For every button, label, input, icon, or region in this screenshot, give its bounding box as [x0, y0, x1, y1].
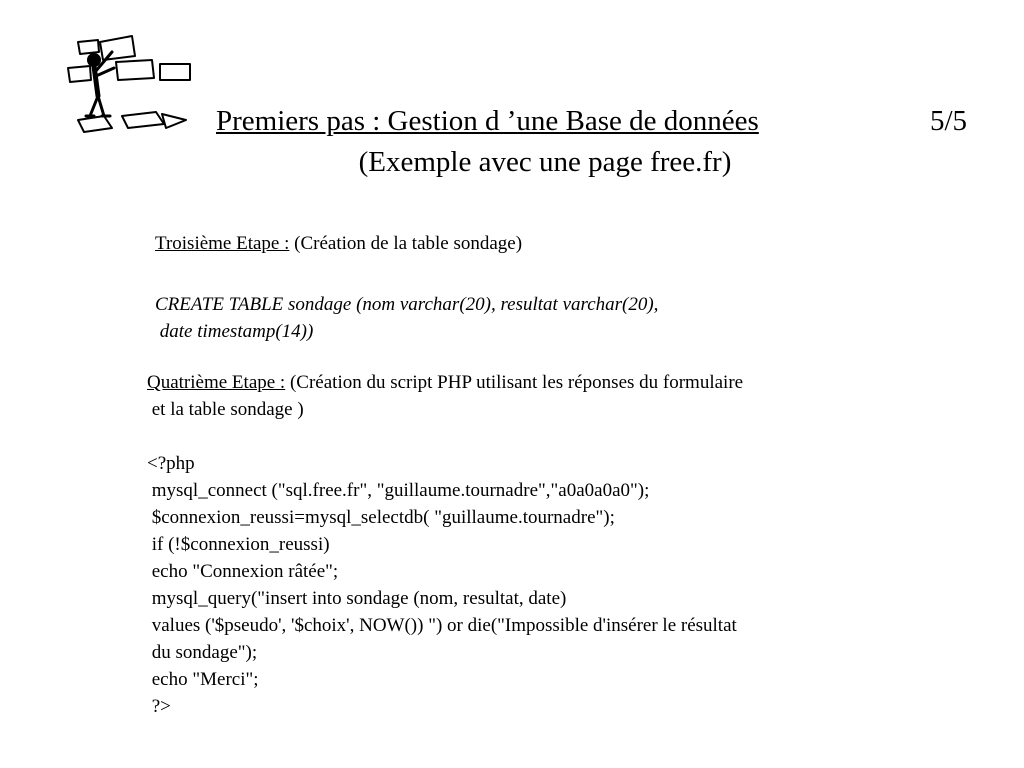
step3-label: Troisième Etape : [155, 233, 290, 254]
code-line: mysql_query("insert into sondage (nom, resultat, date) [147, 588, 567, 609]
code-line: values ('$pseudo', '$choix', NOW()) ") or die("Impossible d'insérer le résultat [147, 615, 737, 636]
step4-label: Quatrième Etape : [147, 372, 286, 393]
code-line: <?php [147, 453, 195, 474]
code-line: $connexion_reussi=mysql_selectdb( "guillaume.tournadre"); [147, 507, 615, 528]
code-line: du sondage"); [147, 642, 258, 663]
slide-subtitle: (Exemple avec une page free.fr) [358, 146, 732, 178]
slide-title: Premiers pas : Gestion d ’une Base de données [216, 105, 759, 137]
paperwork-figure-icon [64, 28, 194, 138]
code-line: mysql_connect ("sql.free.fr", "guillaume.tournadre","a0a0a0a0"); [147, 480, 650, 501]
code-line: if (!$connexion_reussi) [147, 534, 330, 555]
step3-heading [155, 230, 522, 257]
sql-line-2: date timestamp(14)) [155, 321, 314, 342]
code-line: echo "Connexion râtée"; [147, 561, 339, 582]
step3-description: (Création de la table sondage) [289, 233, 523, 254]
code-line: ?> [147, 696, 171, 717]
step4-description-cont: et la table sondage ) [147, 399, 304, 420]
code-line: echo "Merci"; [147, 669, 259, 690]
step4-heading [147, 369, 743, 396]
sql-line-1: CREATE TABLE sondage (nom varchar(20), resultat varchar(20), [155, 294, 659, 315]
step4-description: (Création du script PHP utilisant les réponses du formulaire [285, 372, 744, 393]
page-number: 5/5 [930, 105, 968, 137]
